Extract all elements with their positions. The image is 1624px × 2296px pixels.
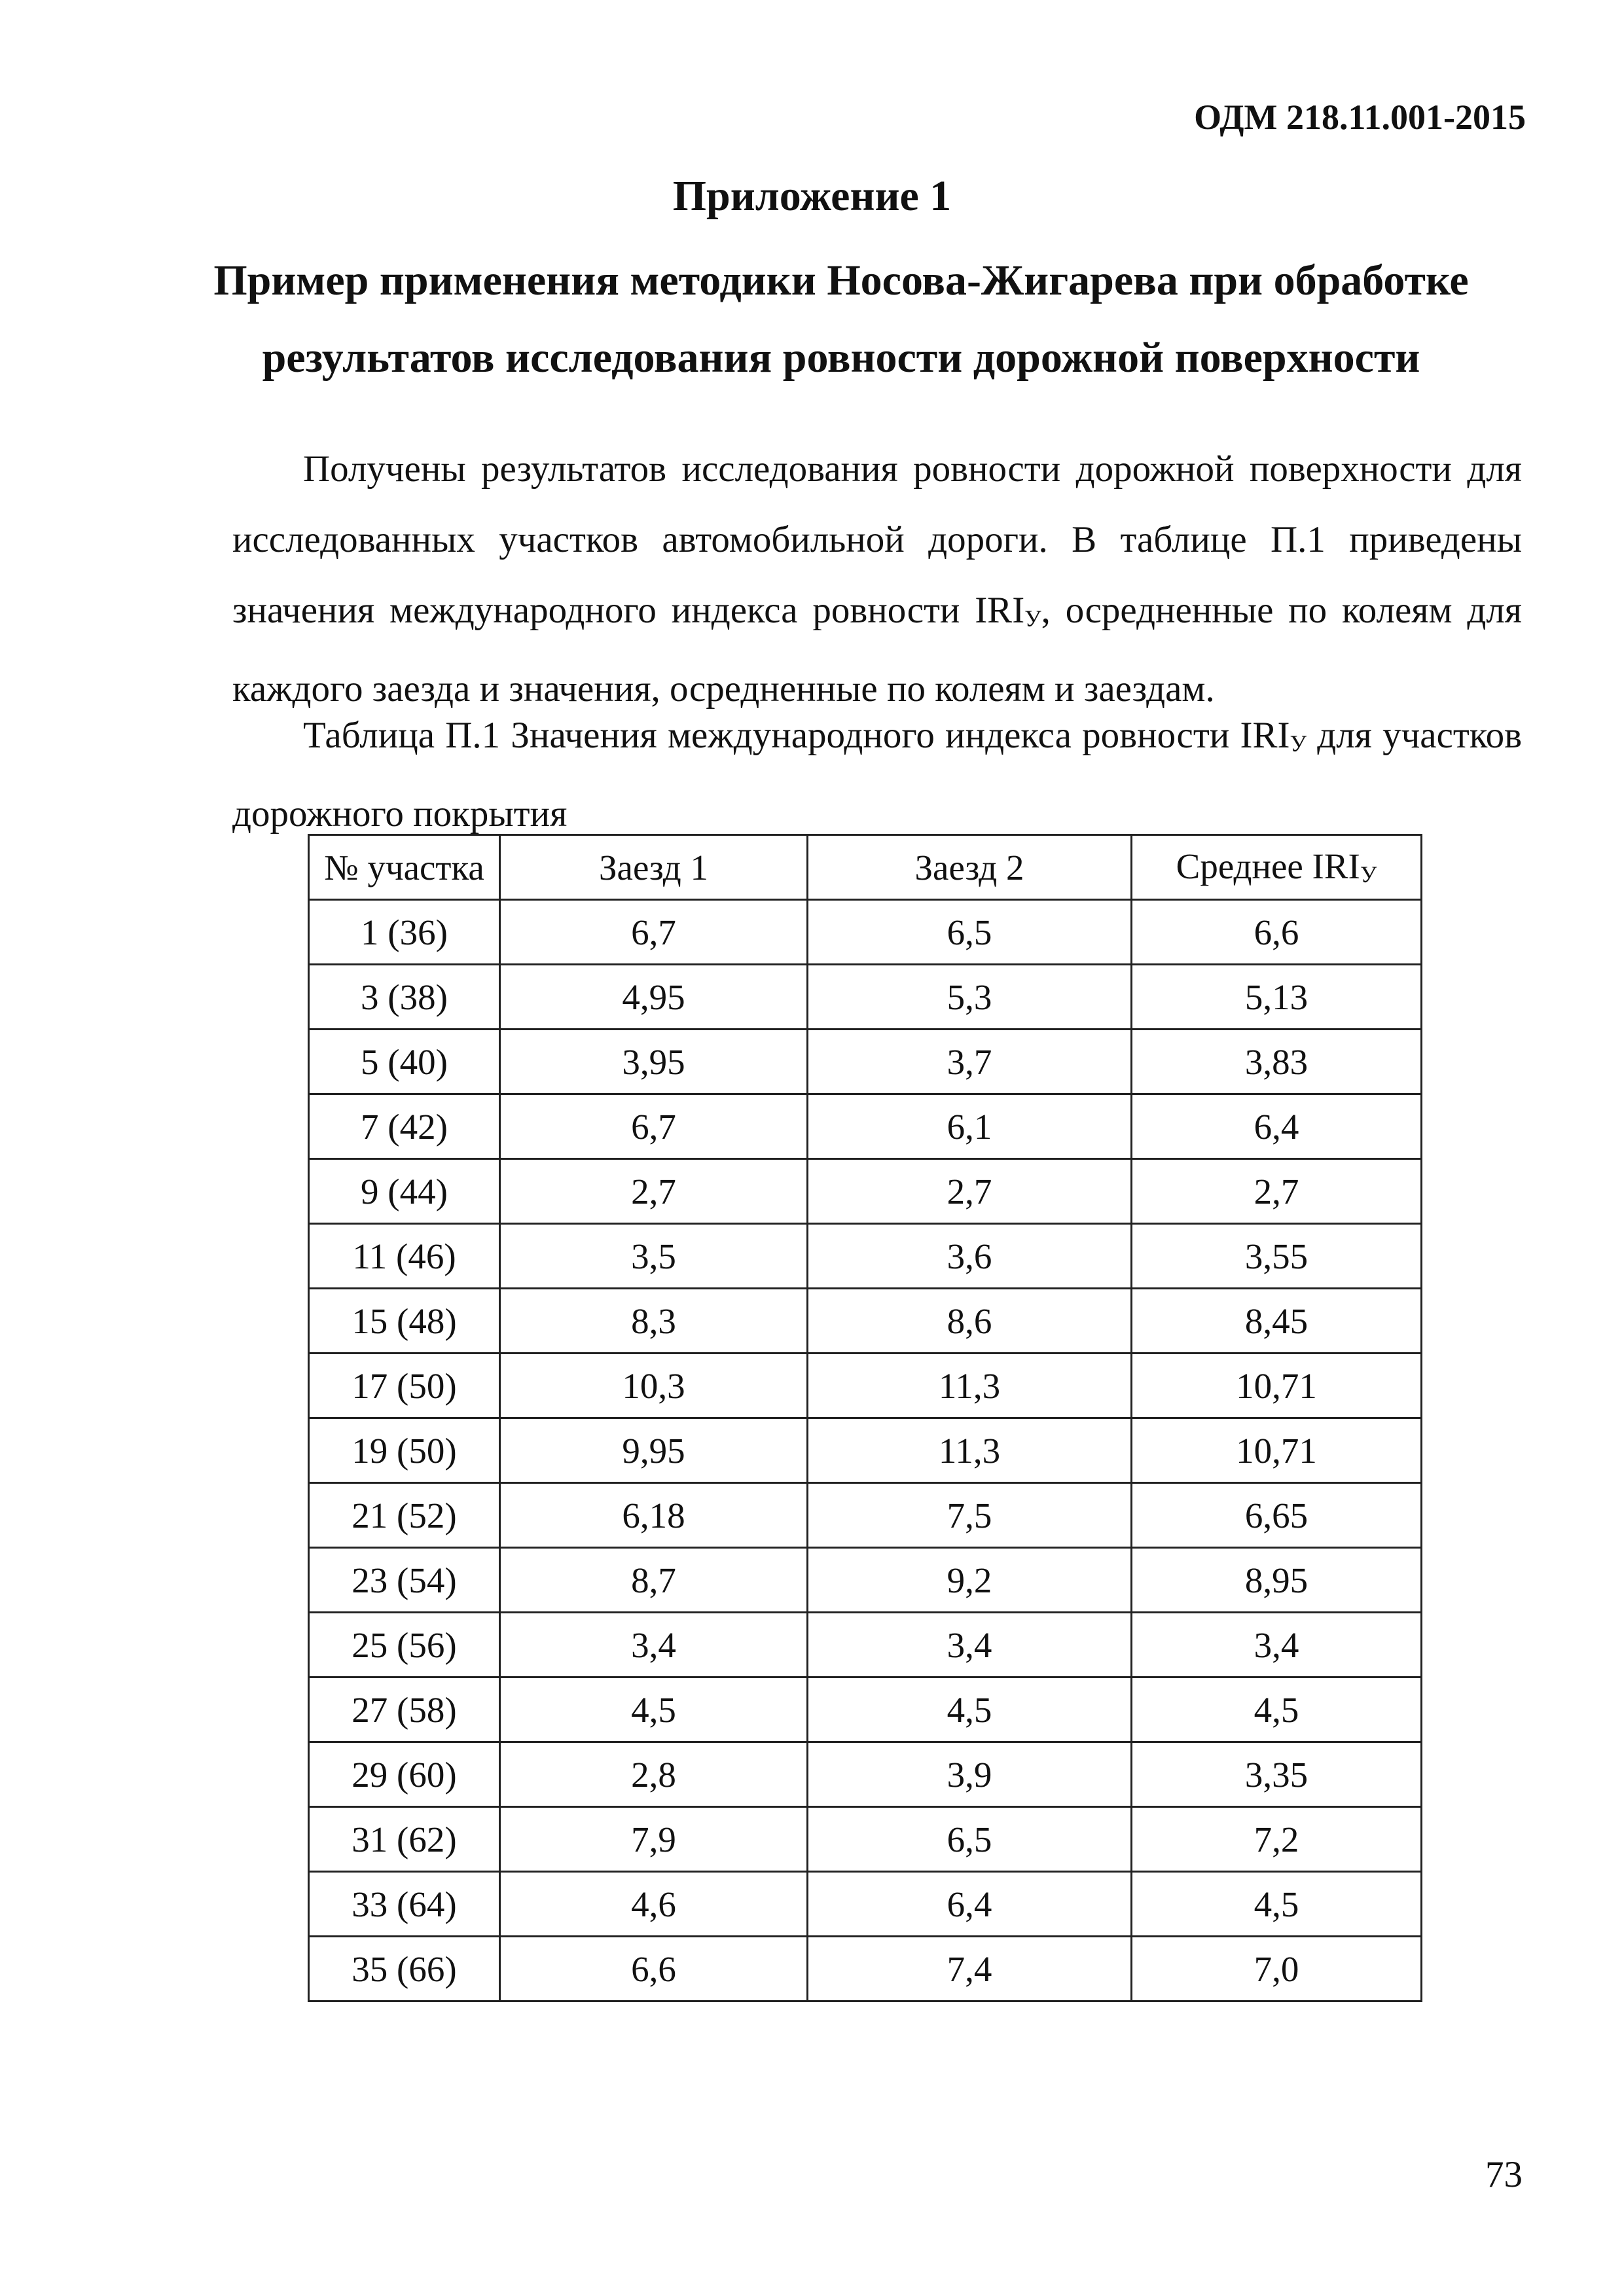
- cell-section: 27 (58): [309, 1677, 500, 1742]
- cell-section: 17 (50): [309, 1354, 500, 1418]
- table-row: [309, 1224, 1422, 1289]
- table-row: [309, 900, 1422, 965]
- cell-run-1: 3,5: [500, 1224, 808, 1289]
- table-row: [309, 1872, 1422, 1937]
- cell-run-1: 8,3: [500, 1289, 808, 1354]
- table-row: [309, 1354, 1422, 1418]
- cell-section: 1 (36): [309, 900, 500, 965]
- table-row: [309, 1548, 1422, 1613]
- cell-average: 3,35: [1132, 1742, 1422, 1807]
- table-row: [309, 1159, 1422, 1224]
- caption-text-start: Таблица П.1 Значения международного индекса ровности IRI: [303, 715, 1290, 756]
- cell-average: 10,71: [1132, 1354, 1422, 1418]
- table-row: [309, 1418, 1422, 1483]
- cell-run-1: 7,9: [500, 1807, 808, 1872]
- cell-run-2: 6,1: [808, 1094, 1132, 1159]
- cell-section: 15 (48): [309, 1289, 500, 1354]
- table-row: [309, 1807, 1422, 1872]
- intro-text-start: Получены результатов исследования ровности дорожной поверхности для исследованных участков автомобильной дороги. В таблице П.1 приведены значения международного индекса ровности IRI: [232, 448, 1522, 631]
- intro-subscript: У: [1024, 605, 1041, 632]
- page-number: 73: [1485, 2154, 1523, 2195]
- cell-average: 10,71: [1132, 1418, 1422, 1483]
- table-row: [309, 1937, 1422, 2001]
- header-average-iri: [1132, 835, 1422, 900]
- cell-average: 6,65: [1132, 1483, 1422, 1548]
- header-section: № участка: [309, 835, 500, 900]
- cell-average: 3,4: [1132, 1613, 1422, 1677]
- cell-average: 6,6: [1132, 900, 1422, 965]
- header-run-2: Заезд 2: [808, 835, 1132, 900]
- cell-section: 23 (54): [309, 1548, 500, 1613]
- cell-run-1: 10,3: [500, 1354, 808, 1418]
- table-row: [309, 965, 1422, 1030]
- cell-run-2: 5,3: [808, 965, 1132, 1030]
- cell-average: 7,2: [1132, 1807, 1422, 1872]
- table-row: [309, 1094, 1422, 1159]
- cell-run-2: 9,2: [808, 1548, 1132, 1613]
- table-caption: [232, 700, 1522, 850]
- cell-average: 8,95: [1132, 1548, 1422, 1613]
- cell-run-1: 2,8: [500, 1742, 808, 1807]
- caption-text-end: для участков дорожного покрытия: [232, 715, 1522, 834]
- cell-section: 7 (42): [309, 1094, 500, 1159]
- cell-run-2: 2,7: [808, 1159, 1132, 1224]
- iri-table: [308, 834, 1422, 2002]
- cell-run-2: 7,5: [808, 1483, 1132, 1548]
- header-run-1: Заезд 1: [500, 835, 808, 900]
- cell-average: 2,7: [1132, 1159, 1422, 1224]
- cell-section: 21 (52): [309, 1483, 500, 1548]
- cell-run-2: 8,6: [808, 1289, 1132, 1354]
- cell-run-1: 3,95: [500, 1030, 808, 1094]
- cell-run-1: 6,6: [500, 1937, 808, 2001]
- intro-text-end: , осредненные по колеям для каждого заезда и значения, осредненные по колеям и заездам.: [232, 590, 1522, 709]
- cell-run-1: 4,95: [500, 965, 808, 1030]
- cell-run-1: 4,6: [500, 1872, 808, 1937]
- cell-run-2: 6,4: [808, 1872, 1132, 1937]
- cell-run-2: 6,5: [808, 1807, 1132, 1872]
- table-row: [309, 1742, 1422, 1807]
- cell-average: 4,5: [1132, 1872, 1422, 1937]
- cell-section: 25 (56): [309, 1613, 500, 1677]
- header-average-subscript: У: [1360, 861, 1377, 888]
- cell-run-1: 8,7: [500, 1548, 808, 1613]
- caption-subscript: У: [1290, 730, 1307, 757]
- table-row: [309, 1030, 1422, 1094]
- table-row: [309, 1677, 1422, 1742]
- cell-section: 29 (60): [309, 1742, 500, 1807]
- cell-run-1: 6,7: [500, 900, 808, 965]
- cell-section: 35 (66): [309, 1937, 500, 2001]
- cell-run-2: 3,7: [808, 1030, 1132, 1094]
- cell-average: 4,5: [1132, 1677, 1422, 1742]
- cell-section: 3 (38): [309, 965, 500, 1030]
- cell-section: 9 (44): [309, 1159, 500, 1224]
- cell-run-2: 3,4: [808, 1613, 1132, 1677]
- document-code: ОДМ 218.11.001-2015: [1194, 98, 1526, 137]
- cell-section: 31 (62): [309, 1807, 500, 1872]
- table-row: [309, 1289, 1422, 1354]
- intro-paragraph: [232, 434, 1522, 725]
- cell-section: 33 (64): [309, 1872, 500, 1937]
- cell-average: 5,13: [1132, 965, 1422, 1030]
- cell-section: 19 (50): [309, 1418, 500, 1483]
- cell-run-1: 9,95: [500, 1418, 808, 1483]
- cell-run-1: 2,7: [500, 1159, 808, 1224]
- cell-run-1: 3,4: [500, 1613, 808, 1677]
- table-body: [309, 900, 1422, 2001]
- cell-run-2: 3,9: [808, 1742, 1132, 1807]
- table-row: [309, 1483, 1422, 1548]
- cell-run-2: 3,6: [808, 1224, 1132, 1289]
- cell-average: 6,4: [1132, 1094, 1422, 1159]
- cell-average: 8,45: [1132, 1289, 1422, 1354]
- header-average-label: Среднее IRI: [1176, 846, 1360, 886]
- cell-average: 3,55: [1132, 1224, 1422, 1289]
- cell-run-2: 7,4: [808, 1937, 1132, 2001]
- cell-section: 11 (46): [309, 1224, 500, 1289]
- table-header-row: [309, 835, 1422, 900]
- cell-run-1: 6,18: [500, 1483, 808, 1548]
- cell-run-2: 6,5: [808, 900, 1132, 965]
- cell-run-2: 4,5: [808, 1677, 1132, 1742]
- cell-average: 3,83: [1132, 1030, 1422, 1094]
- cell-average: 7,0: [1132, 1937, 1422, 2001]
- appendix-title: Приложение 1: [672, 172, 952, 220]
- table-row: [309, 1613, 1422, 1677]
- cell-run-2: 11,3: [808, 1418, 1132, 1483]
- cell-run-1: 6,7: [500, 1094, 808, 1159]
- cell-section: 5 (40): [309, 1030, 500, 1094]
- cell-run-2: 11,3: [808, 1354, 1132, 1418]
- cell-run-1: 4,5: [500, 1677, 808, 1742]
- appendix-subtitle: Пример применения методики Носова-Жигарева при обработке результатов исследования ровности дорожной поверхности: [213, 257, 1469, 382]
